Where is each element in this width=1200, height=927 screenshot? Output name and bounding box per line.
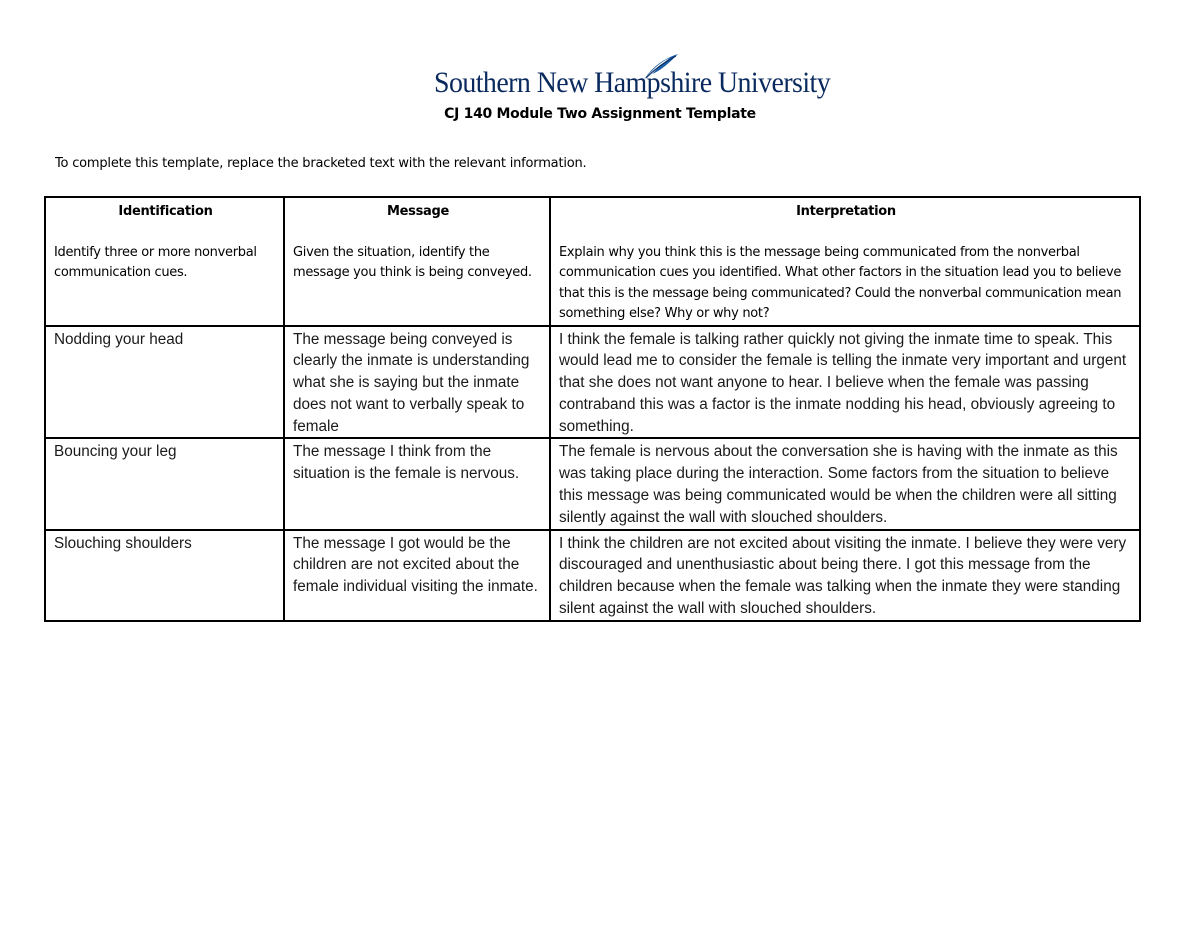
message-cell[interactable]: The message I got would be the children are not excited about the female individual visiting the inmate. [284,530,550,621]
header-cell-message [284,197,550,326]
column-description: Given the situation, identify the message you think is being conveyed. [293,244,532,280]
interpretation-cell[interactable]: The female is nervous about the conversation she is having with the inmate as this was taking place during the interaction. Some factors from the situation to believe this message was being communicated would be when the children were all sitting silently against the wall with slouched shoulders. [550,438,1140,529]
table-header-row [45,197,1140,326]
document-title: CJ 140 Module Two Assignment Template [444,106,756,122]
identification-cell[interactable]: Slouching shoulders [45,530,284,621]
column-title: Interpretation [796,204,896,219]
message-cell[interactable]: The message I think from the situation is the female is nervous. [284,438,550,529]
message-cell[interactable]: The message being conveyed is clearly the inmate is understanding what she is saying but the inmate does not want to verbally speak to female [284,326,550,439]
table-row [45,530,1140,621]
column-title: Message [386,204,450,219]
header-cell-identification [45,197,284,326]
instructions-text: To complete this template, replace the bracketed text with the relevant information. [55,156,587,171]
identification-cell[interactable]: Bouncing your leg [45,438,284,529]
assignment-table [44,196,1141,622]
table-row [45,326,1140,439]
interpretation-cell[interactable]: I think the children are not excited about visiting the inmate. I believe they were very discouraged and unenthusiastic about being there. I got this message from the children because when the female was talking when the inmate they were standing silent against the wall with slouched shoulders. [550,530,1140,621]
header-cell-interpretation [550,197,1140,326]
interpretation-cell[interactable]: I think the female is talking rather quickly not giving the inmate time to speak. This would lead me to consider the female is telling the inmate very important and urgent that she does not want anyone to hear. I believe when the female was passing contraband this was a factor is the inmate nodding his head, obviously agreeing to something. [550,326,1140,439]
column-title: Identification [118,204,213,219]
column-description: Explain why you think this is the message being communicated from the nonverbal communication cues you identified. What other factors in the situation lead you to believe that this is the message being communicated? Could the nonverbal communication mean something else? Why or why not? [559,244,1122,321]
university-logo-text: Southern New Hampshire University [434,66,831,99]
table-row [45,438,1140,529]
university-logo [434,52,831,104]
column-description: Identify three or more nonverbal communication cues. [54,244,257,280]
identification-cell[interactable]: Nodding your head [45,326,284,439]
